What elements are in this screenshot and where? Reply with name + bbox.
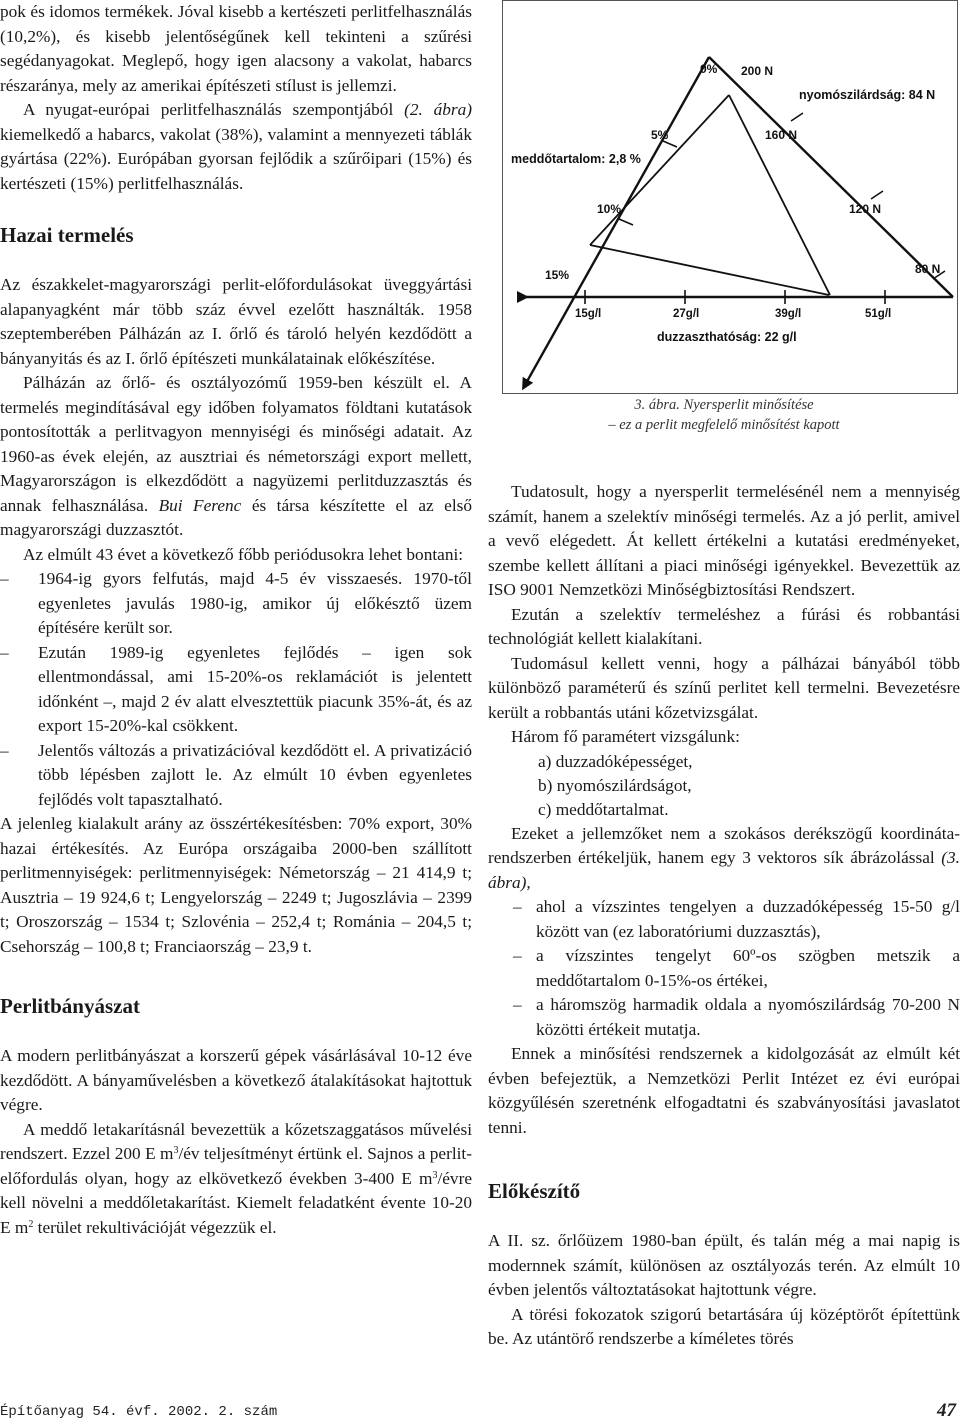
palhaza-paragraph: [0, 371, 472, 543]
figure-3-triangle-diagram: [502, 0, 958, 394]
parameters-intro: Három fő paramétert vizsgálunk:: [511, 727, 740, 746]
list-item: – a vízszintes tengelyt 60º-os szögben metszik a meddőtartalom 0-15%-os értékei,: [513, 946, 960, 990]
label-15g: 15g/l: [575, 308, 602, 320]
triangle-svg: [503, 1, 957, 393]
label-10pct: 10%: [597, 202, 622, 216]
tick-120: [871, 191, 883, 199]
periods-intro: Az elmúlt 43 évet a következő főbb periódusokra lehet bontani:: [23, 544, 464, 564]
label-top-0: 0%: [700, 62, 718, 76]
list-item: – 1964-ig gyors felfutás, majd 4-5 év visszaesés. 1970-től egyenletes javulás 1980-ig, amikor új előkésztő üzem építésére került sor.: [0, 569, 472, 637]
p4-text: Pálházán az őrlő- és osztályozómű 1959-ben készült el. A termelés megindításával egy időben folyamatos földtani kutatások pontosították a perlitvagyon mennyiségi és minőségi adatait. Az 1960-as évek elején, az ausztriai és németországi export mellett, Magyarországon is elkezdődött a nagyüzemi perlitduzzasztás és annak felhasználása.: [0, 373, 472, 515]
journal-footer: Építőanyag 54. évf. 2002. 2. szám: [0, 1404, 278, 1420]
page-number: 47: [937, 1400, 956, 1421]
label-120: 120 N: [849, 202, 882, 216]
figure-caption: [488, 395, 960, 435]
label-strength: nyomószilárdság: 84 N: [799, 88, 936, 102]
dash-marker: –: [0, 642, 9, 662]
rock-testing-paragraph: Tudomásul kellett venni, hogy a pálházai bányából több különböző paraméterű és színű perlitet kell termelni. Bevezetésre került a robbantás utáni kőzetvizsgálat.: [488, 653, 960, 722]
label-27g: 27g/l: [673, 308, 700, 320]
rating-line-b: [590, 95, 729, 245]
heading-elokeszito: Előkészítő: [488, 1179, 581, 1203]
label-5pct: 5%: [651, 128, 669, 142]
western-europe-paragraph: [0, 98, 472, 196]
dash-marker: –: [513, 897, 522, 916]
label-15pct: 15%: [545, 268, 570, 282]
p2-text-end: kiemelkedő a habarcs, vakolat (38%), valamint a mennyezeti táblák gyártása (22%). Európában gyorsan fejlődik a szűrőipari (15%) és kertészeti (15%) perlitfelhasználás.: [0, 124, 472, 193]
list-item: – a háromszög harmadik oldala a nyomószilárdság 70-200 N közötti értékeit mutatja.: [513, 995, 960, 1039]
label-80: 80 N: [915, 262, 941, 276]
vectors-list: [488, 895, 960, 1042]
dash-marker: –: [0, 740, 9, 760]
dash-marker: –: [513, 995, 522, 1014]
drilling-paragraph: Ezután a szelektív termeléshez a fúrási és robbantási technológiát kellett kialakítani.: [488, 604, 960, 648]
export-paragraph: A jelenleg kialakult arány az összértékesítésben: 70% export, 30% hazai értékesítés. Az Európa országaiba 2000-ben szállított perlitmennyiségek: perlitmennyiségek: Németország – 21 414,9 t; Ausztria – 19 924,6 t; Lengyelország – 2249 t; Jugoszlávia – 2399 t; Oroszország – 1534 t; Szlovénia – 252,4 t; Románia – 204,5 t; Csehország – 100,8 t; Franciaország – 23,9 t.: [0, 814, 472, 956]
heading-hazai-termeles: Hazai termelés: [0, 223, 134, 247]
intro-paragraph: pok és idomos termékek. Jóval kisebb a kertészeti perlitfelhasználás (10,2%), és kisebb jelentőségűnek kell tekinteni a szűrési segédanyagokat. Meglepő, hogy igen alacsony a vakolat, habarcs részaránya, mely az amerikai építészeti stílust is jellemzi.: [0, 2, 472, 95]
quality-paragraph: Tudatosult, hogy a nyersperlit termelésénél nem a mennyiség számít, hanem a szelektív minőségi termelés. Az a jó perlit, amivel a vevő elégedett. Át kellett értékelni a kutatási eredményeket, szembe kellett állítani a piaci minőségi igényekkel. Bevezettük az ISO 9001 Nemzetközi Minőségbiztosítási Rendszert.: [488, 482, 960, 599]
mining-paragraph: A modern perlitbányászat a korszerű gépek vásárlásával 10-12 éve kezdődött. A bányaművelésben a következő átalakításokat hajtottuk végre.: [0, 1046, 472, 1114]
tick-160: [791, 113, 803, 121]
list-item: a) duzzadóképességet,: [538, 751, 693, 771]
right-column: [488, 480, 960, 1352]
label-160: 160 N: [765, 128, 798, 142]
label-waste: meddőtartalom: 2,8 %: [511, 152, 641, 166]
left-column: [0, 0, 472, 1240]
p4-text-end: és társa készítette el az első magyarországi duzzasztót.: [0, 495, 473, 539]
label-expansion: duzzaszthatóság: 22 g/l: [657, 330, 797, 344]
p2-text: A nyugat-európai perlitfelhasználás szempontjából: [23, 100, 405, 119]
list-item: – Ezután 1989-ig egyenletes fejlődés – igen sok ellentmondással, ami 15-20%-os reklamációt is jelentett időnként –, majd 2 év alatt elvesztettük piacunk 35%-át, és az export 15-20%-kal csökkent.: [0, 642, 472, 735]
mill-paragraph: A II. sz. őrlőüzem 1980-ban épült, és talán még a mai napig is modernnek számít, különösen az osztályozás terén. Az elmúlt 10 évben jelentős változtatásokat hajtottunk végre.: [488, 1231, 960, 1299]
list-item: c) meddőtartalmat.: [538, 799, 669, 819]
list-item: b) nyomószilárdságot,: [538, 775, 692, 795]
rating-line-c: [590, 245, 829, 295]
label-51g: 51g/l: [865, 308, 892, 320]
standardization-paragraph: Ennek a minősítési rendszernek a kidolgozását az elmúlt két évben befejeztük, a Nemzetközi Perlit Intézet ez évi európai közgyűlésén szeretnénk elfogadtatni és szabványosítási javaslatot tenni.: [488, 1044, 960, 1137]
history-paragraph: Az északkelet-magyarországi perlit-előfordulásokat üveggyártási alapanyagként már több száz évvel ezelőtt használták. 1958 szeptemberében Pálházán az I. őrlő és tároló helyén kezdődött a bányanyitás és az I. őrlő építészeti munkálatainak előkészítése.: [0, 275, 472, 368]
label-39g: 39g/l: [775, 308, 802, 320]
crusher-paragraph: A törési fokozatok szigorú betartására új középtörőt építettünk be. Az utántörő rendszerbe a kíméletes törés: [488, 1304, 960, 1348]
overburden-paragraph: A meddő letakarításnál bevezettük a kőzetszaggatásos művelési rendszert. Ezzel 200 E $m^3/év$ teljesítményt értünk el. Sajnos a perlit-előfordulás olyan, hogy az elkövetkező években 3-400 E $m^3$/évre kell növelni a meddőletakarítást. Kiemelt feladatként évente 10-20 E $m^2$ terület rekultivációját végezzük el.: [0, 1119, 472, 1237]
periods-list: [0, 567, 472, 812]
figure-ref: (3. ábra),: [488, 848, 960, 892]
caption-line-2: – ez a perlit megfelelő minősítést kapott: [608, 417, 840, 433]
list-item: – Jelentős változás a privatizációval kezdődött el. A privatizáció több lépésben zajlott le. Az elmúlt 10 évben egyenletes fejlődés volt tapasztalható.: [0, 740, 472, 809]
vector-method-paragraph: Ezeket a jellemzőket nem a szokásos derékszögű koordináta-rendszerben értékeljük, hanem egy 3 vektoros sík ábrázolással (3. ábra),: [488, 823, 960, 892]
dash-marker: –: [513, 946, 522, 965]
tick-10: [619, 219, 633, 225]
caption-line-1: 3. ábra. Nyersperlit minősítése: [634, 397, 814, 413]
heading-perlitbanyaszat: Perlitbányászat: [0, 994, 140, 1018]
list-item: – ahol a vízszintes tengelyen a duzzadóképesség 15-50 g/l között van (ez laboratóriumi duzzasztás),: [513, 897, 960, 941]
p4-person: Bui Ferenc: [158, 495, 242, 515]
label-top-200: 200 N: [741, 64, 774, 78]
parameters-list: [488, 750, 960, 822]
dash-marker: –: [0, 569, 9, 588]
p2-figure-ref: (2. ábra): [404, 100, 472, 119]
